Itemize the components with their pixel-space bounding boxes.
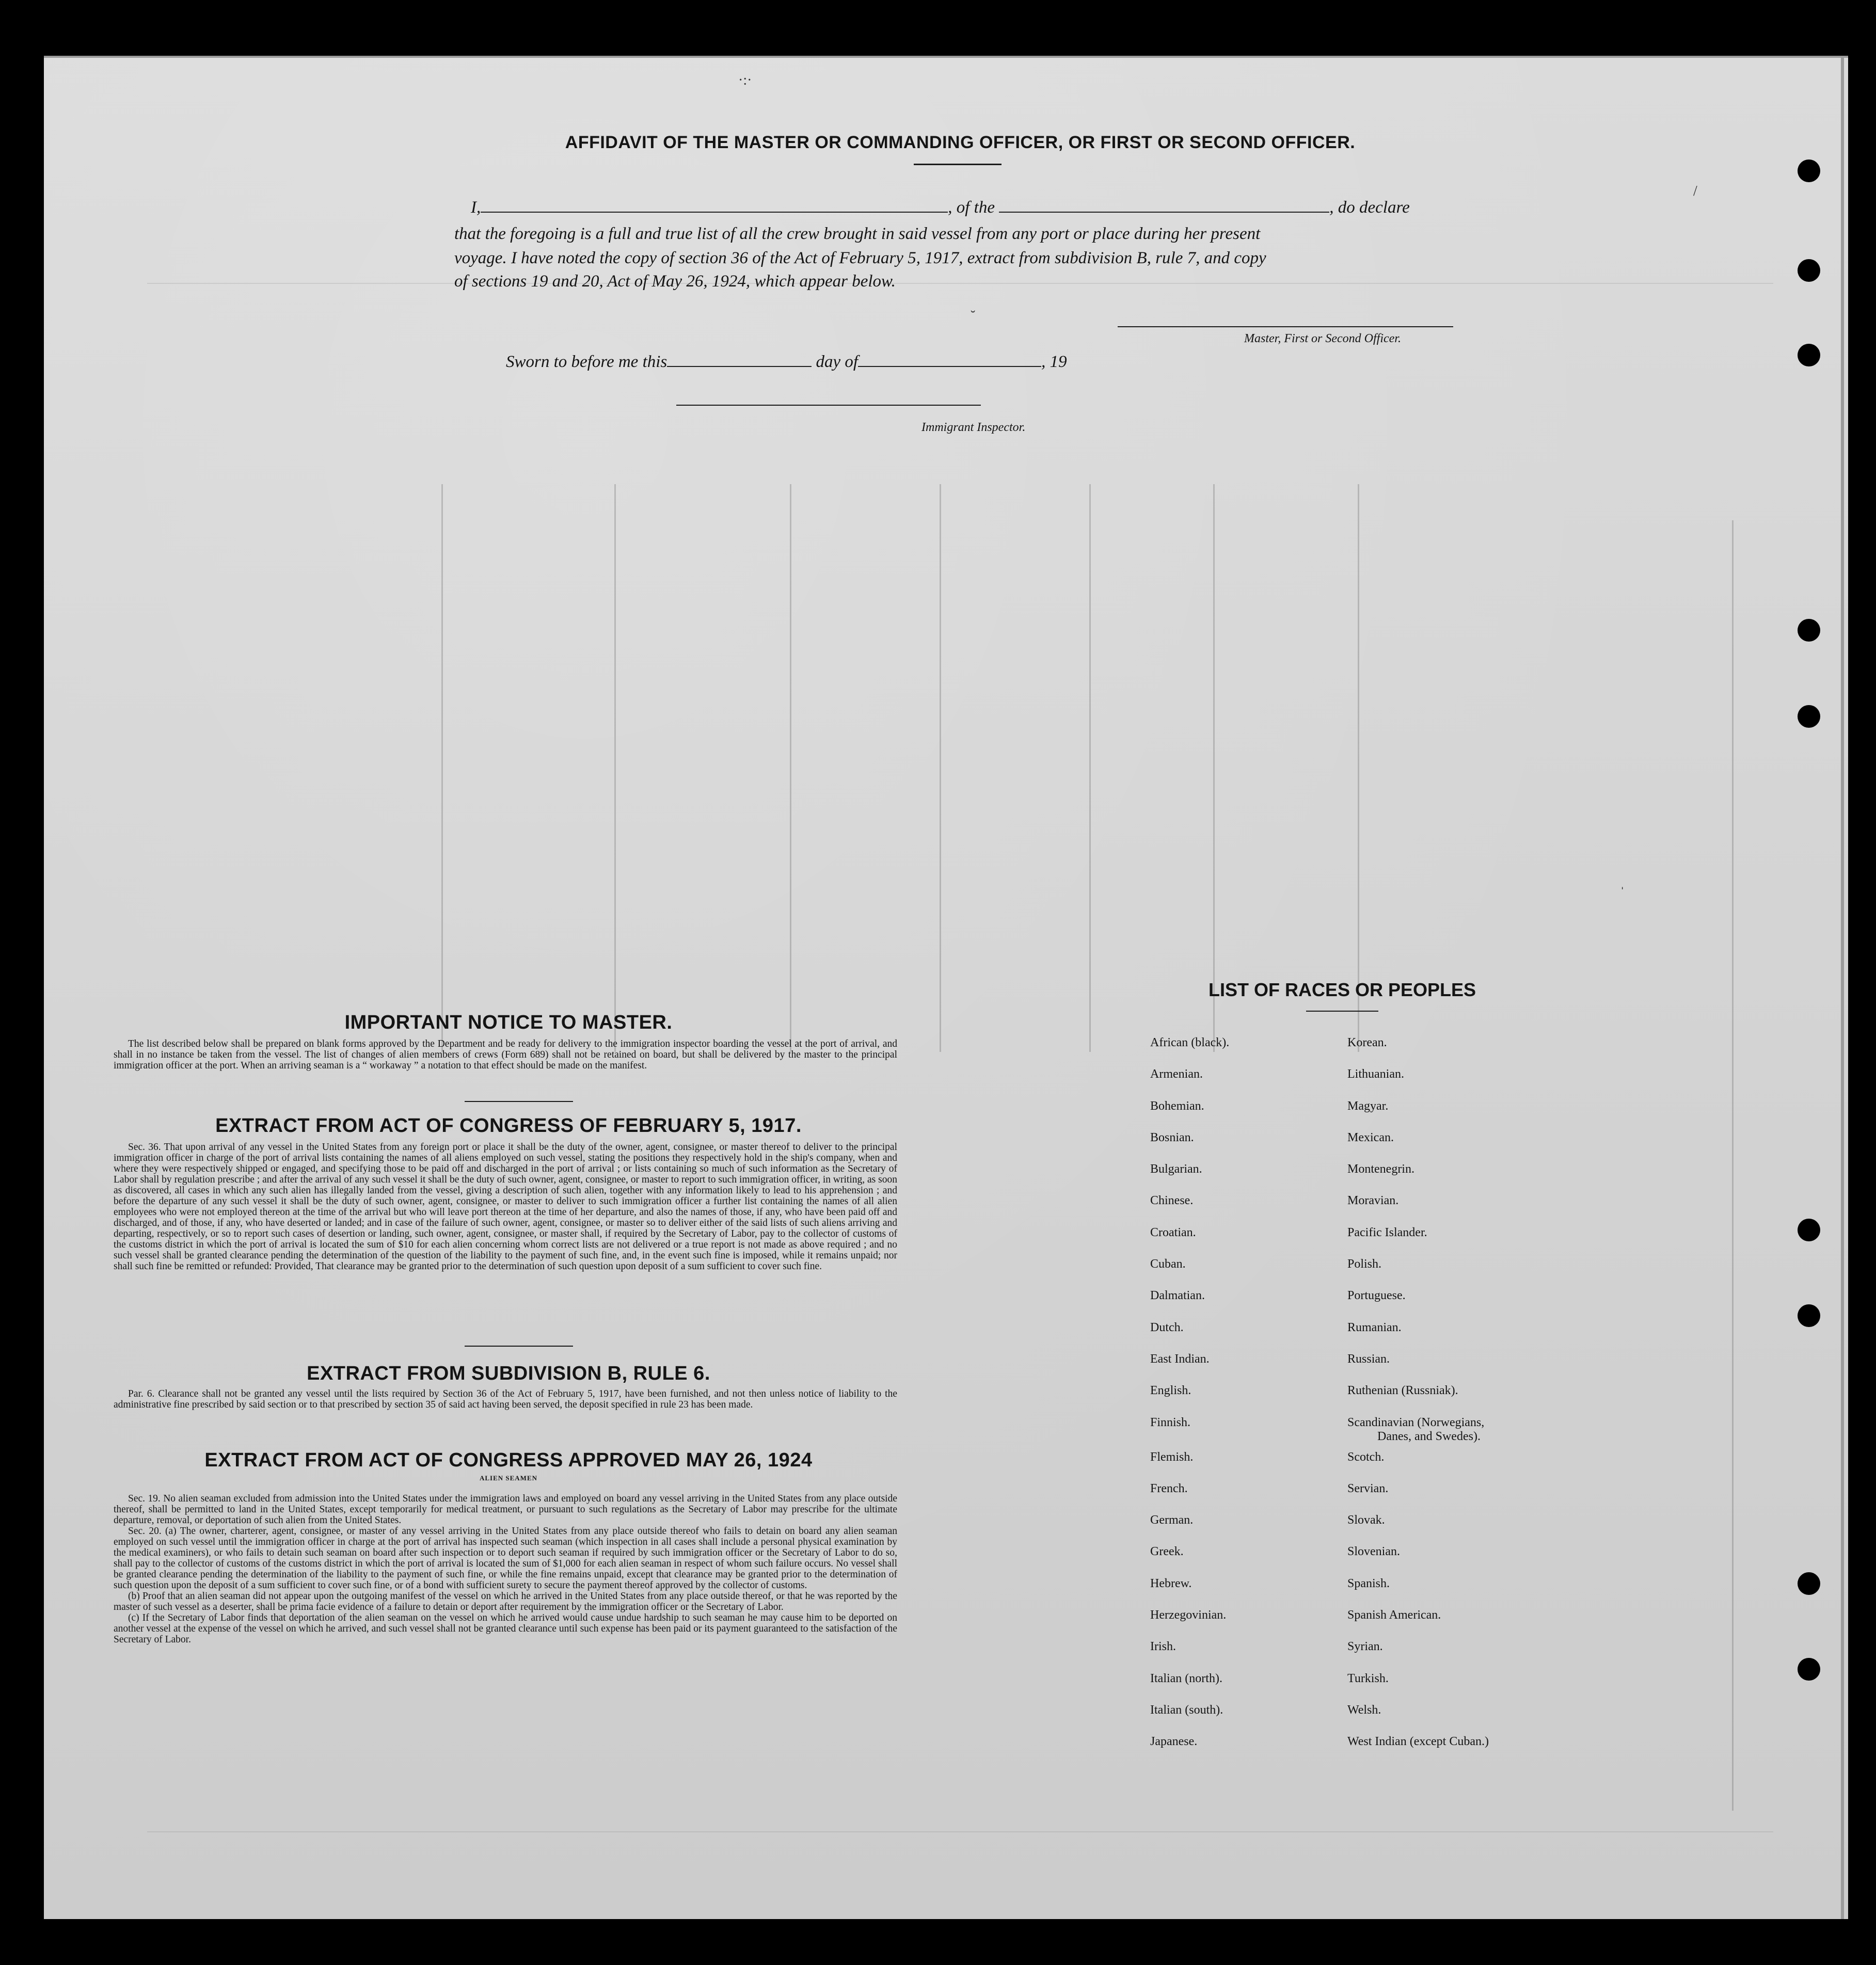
race-item: Chinese. xyxy=(1150,1194,1194,1208)
races-left-column xyxy=(1150,1036,1229,1767)
races-rule xyxy=(1306,1011,1378,1012)
extract-1917-text xyxy=(114,1142,897,1272)
race-item: Cuban. xyxy=(1150,1257,1186,1271)
section-20b-paragraph: (b) Proof that an alien seaman did not appear upon the outgoing manifest of the vessel on which he arrived in the United States from any place outside thereof, or that he was reported by the master of such vessel as a deserter, shall be prima facie evidence of a failure to detain or deport after requirement by the immigration officer or the Secretary of Labor. xyxy=(114,1591,897,1612)
race-item: Montenegrin. xyxy=(1347,1162,1414,1176)
race-item: Rumanian. xyxy=(1347,1320,1402,1334)
race-item: Portuguese. xyxy=(1347,1289,1406,1303)
declaration-line-1 xyxy=(471,198,1410,217)
race-item: Servian. xyxy=(1347,1481,1389,1495)
race-item: Armenian. xyxy=(1150,1067,1203,1081)
punch-hole xyxy=(1798,259,1820,282)
ink-speck: ˘ xyxy=(971,308,976,324)
bleed-line xyxy=(940,484,941,1052)
race-item: Herzegovinian. xyxy=(1150,1608,1227,1622)
day-blank[interactable] xyxy=(667,361,812,367)
race-item: Mexican. xyxy=(1347,1130,1394,1144)
notice-text xyxy=(114,1039,897,1071)
race-item: Slovak. xyxy=(1347,1513,1385,1527)
bleed-line xyxy=(147,283,1773,284)
extract-rule-text xyxy=(114,1388,897,1410)
bleed-line xyxy=(614,484,616,1052)
extract-rule-title: EXTRACT FROM SUBDIVISION B, RULE 6. xyxy=(307,1363,710,1384)
race-item: Hebrew. xyxy=(1150,1576,1192,1590)
punch-hole xyxy=(1798,1219,1820,1241)
master-label: Master, First or Second Officer. xyxy=(1244,332,1401,345)
race-item-multiline xyxy=(1347,1416,1489,1450)
rule-6-paragraph: Par. 6. Clearance shall not be granted any vessel until the lists required by Section 36 of the Act of February 5, 1917, have been furnished, and not then unless notice of liability to the administrative fine prescribed by said section or to that prescribed by section 35 of said act having been served, the deposit specified in rule 23 has been made. xyxy=(114,1388,897,1410)
section-20a-paragraph: Sec. 20. (a) The owner, charterer, agent, consignee, or master of any vessel arriving in the United States from any place outside thereof who fails to detain on board any alien seaman employed on such vessel until the immigration officer in charge at the port of arrival has inspected such seaman (which inspection in all cases shall include a personal physical examination by the medical examiners), or who fails to detain such seaman on board after such inspection or to deport such seaman if required by such immigration officer or the Secretary of Labor to do so, shall pay to the collector of customs of the customs district in which the port of arrival is located the sum of $1,000 for each alien seaman in respect of whom such failure occurs. No vessel shall be granted clearance pending the determination of the liability to the payment of such fine, or while the fine remains unpaid, except that clearance may be granted prior to the determination of such question upon the deposit of a sum sufficient to cover such fine, or of a bond with sufficient surety to secure the payment thereof approved by the collector of customs. xyxy=(114,1526,897,1591)
race-item: East Indian. xyxy=(1150,1352,1210,1366)
race-item: Ruthenian (Russniak). xyxy=(1347,1384,1458,1398)
section-20c-paragraph: (c) If the Secretary of Labor finds that deportation of the alien seaman on the vessel on which he arrived would cause undue hardship to such seaman he may cause him to be deported on another vessel at the expense of the vessel on which he arrived, and such vessel shall not be granted clearance until such expense has been paid or its payment guaranteed to the satisfaction of the Secretary of Labor. xyxy=(114,1612,897,1645)
extract-1917-title: EXTRACT FROM ACT OF CONGRESS OF FEBRUARY 5, 1917. xyxy=(215,1115,802,1137)
race-item: Turkish. xyxy=(1347,1671,1389,1685)
bleed-line xyxy=(441,484,443,1052)
ink-speck: ˌ xyxy=(1620,874,1625,890)
affidavit-title: AFFIDAVIT OF THE MASTER OR COMMANDING OFFICER, OR FIRST OR SECOND OFFICER. xyxy=(565,133,1356,152)
bleed-line xyxy=(1089,484,1091,1052)
punch-hole xyxy=(1798,705,1820,728)
race-item: Italian (south). xyxy=(1150,1703,1223,1717)
page-edge xyxy=(1841,56,1844,1919)
alien-seamen-subtitle: ALIEN SEAMEN xyxy=(479,1474,538,1482)
month-blank[interactable] xyxy=(858,361,1041,367)
bleed-line xyxy=(1213,484,1215,1052)
race-item: Japanese. xyxy=(1150,1735,1198,1749)
race-item: West Indian (except Cuban.) xyxy=(1347,1735,1489,1749)
notice-title: IMPORTANT NOTICE TO MASTER. xyxy=(344,1012,673,1033)
race-item: Pacific Islander. xyxy=(1347,1225,1427,1239)
inspector-label: Immigrant Inspector. xyxy=(921,421,1026,434)
section-19-paragraph: Sec. 19. No alien seaman excluded from admission into the United States under the immigration laws and employed on board any vessel arriving in the United States from any place outside thereof, shall be permitted to land in the United States, except temporarily for medical treatment, or pursuant to such regulations as the Secretary of Labor may prescribe for the ultimate departure, removal, or deportation of such alien from the United States. xyxy=(114,1493,897,1526)
race-item: Syrian. xyxy=(1347,1640,1383,1654)
bleed-line xyxy=(790,484,791,1052)
race-item: English. xyxy=(1150,1384,1191,1398)
punch-hole xyxy=(1798,1304,1820,1327)
race-item: Croatian. xyxy=(1150,1225,1196,1239)
vessel-blank[interactable] xyxy=(999,206,1329,213)
race-item: Flemish. xyxy=(1150,1450,1194,1464)
punch-hole xyxy=(1798,159,1820,182)
race-item: Magyar. xyxy=(1347,1099,1389,1113)
section-36-paragraph: Sec. 36. That upon arrival of any vessel in the United States from any foreign port or place it shall be the duty of the owner, agent, consignee, or master thereof to deliver to the principal immigration officer in charge of the port of arrival lists containing the names of all aliens employed on such vessel, stating the positions they respectively hold in the ship's company, when and where they were respectively shipped or engaged, and specifying those to be paid off and discharged in the port of arrival ; or lists containing so much of such information as the Secretary of Labor shall by regulation prescribe ; and after the arrival of any such vessel it shall be the duty of such owner, agent, consignee, or master to report to such immigration officer, in writing, as soon as discovered, all cases in which any such alien has illegally landed from the vessel, giving a description of such alien, together with any information likely to lead to his apprehension ; and before the departure of any such vessel it shall be the duty of such owner, agent, consignee, or master to deliver to such immigration officer a further list containing the names of all alien employees who were not employed thereon at the time of the arrival but who will leave port thereon at the time of her departure, and also the names of those, if any, who have been paid off and discharged, and of those, if any, who have deserted or landed; and in case of the failure of such owner, agent, consignee, or master so to deliver either of the said lists of such aliens arriving and departing, respectively, or so to report such cases of desertion or landing, such owner, agent, consignee, or master shall, if required by the Secretary of Labor, pay to the collector of customs of the customs district in which the port of arrival is located the sum of $10 for each alien concerning whom correct lists are not delivered or a true report is not made as above required ; and no such vessel shall be granted clearance pending the determination of the question of the liability to the payment of such fine, and, in the event such fine is imposed, while it remains unpaid; nor shall such fine be remitted or refunded: Provided, That clearance may be granted prior to the determination of such question upon deposit of a sum sufficient to cover such fine. xyxy=(114,1142,897,1272)
punch-hole xyxy=(1798,1572,1820,1595)
race-item: Welsh. xyxy=(1347,1703,1381,1717)
race-item: Bulgarian. xyxy=(1150,1162,1202,1176)
race-item: Bohemian. xyxy=(1150,1099,1204,1113)
bleed-line xyxy=(1358,484,1359,1052)
sworn-line xyxy=(506,353,1067,372)
race-item: Finnish. xyxy=(1150,1415,1191,1429)
race-item: Scandinavian (Norwegians, xyxy=(1347,1415,1485,1429)
signature-line-master[interactable] xyxy=(1118,326,1453,327)
name-blank[interactable] xyxy=(481,206,948,213)
title-rule xyxy=(914,164,1001,165)
declare-label: , do declare xyxy=(1329,198,1410,217)
race-item: Dutch. xyxy=(1150,1320,1184,1334)
race-item: Spanish. xyxy=(1347,1576,1390,1590)
race-item: Polish. xyxy=(1347,1257,1382,1271)
punch-hole xyxy=(1798,619,1820,642)
race-item: African (black). xyxy=(1150,1036,1230,1049)
race-item-continuation: Danes, and Swedes). xyxy=(1377,1429,1481,1443)
race-item: German. xyxy=(1150,1513,1194,1527)
race-item: Spanish American. xyxy=(1347,1608,1441,1622)
race-item: Korean. xyxy=(1347,1036,1387,1049)
race-item: French. xyxy=(1150,1481,1188,1495)
race-item: Italian (north). xyxy=(1150,1671,1222,1685)
races-right-column xyxy=(1347,1036,1489,1767)
punch-hole xyxy=(1798,1658,1820,1681)
day-of-label: day of xyxy=(816,353,858,371)
race-item: Russian. xyxy=(1347,1352,1390,1366)
race-item: Irish. xyxy=(1150,1640,1176,1654)
of-the-label: , of the xyxy=(948,198,995,217)
race-item: Dalmatian. xyxy=(1150,1289,1205,1303)
race-item: Lithuanian. xyxy=(1347,1067,1404,1081)
section-rule xyxy=(465,1101,573,1102)
extract-1924-text xyxy=(114,1493,897,1645)
race-item: Bosnian. xyxy=(1150,1130,1194,1144)
declaration-line-2: that the foregoing is a full and true list of all the crew brought in said vessel from any port or place during her present xyxy=(454,225,1261,243)
ink-speck: ·:· xyxy=(738,72,752,88)
ink-speck: / xyxy=(1693,183,1697,199)
declaration-line-4: of sections 19 and 20, Act of May 26, 1924, which appear below. xyxy=(454,272,896,291)
year-label: , 19 xyxy=(1041,353,1067,371)
section-rule xyxy=(465,1346,573,1347)
i-label: I, xyxy=(471,198,481,217)
race-item: Greek. xyxy=(1150,1545,1184,1559)
punch-hole xyxy=(1798,344,1820,366)
bleed-line xyxy=(1732,520,1734,1811)
races-title: LIST OF RACES OR PEOPLES xyxy=(1208,979,1476,1000)
page-edge xyxy=(44,56,1848,58)
race-item: Moravian. xyxy=(1347,1194,1399,1208)
extract-1924-title: EXTRACT FROM ACT OF CONGRESS APPROVED MAY 26, 1924 xyxy=(204,1449,813,1471)
sworn-label: Sworn to before me this xyxy=(506,353,667,371)
declaration-line-3: voyage. I have noted the copy of section 36 of the Act of February 5, 1917, extract from subdivision B, rule 7, and copy xyxy=(454,249,1266,267)
signature-line-inspector[interactable] xyxy=(676,405,981,406)
race-item: Scotch. xyxy=(1347,1450,1385,1464)
notice-paragraph: The list described below shall be prepared on blank forms approved by the Department and be ready for delivery to the immigration inspector boarding the vessel at the port of arrival, and shall in no instance be taken from the vessel. The list of changes of alien members of crews (Form 689) shall not be retained on board, but shall be delivered by the master to the principal immigration officer at the port. When an arriving seaman is a “ workaway ” a notation to that effect should be made on the manifest. xyxy=(114,1039,897,1071)
race-item: Slovenian. xyxy=(1347,1545,1400,1559)
bleed-line xyxy=(147,1831,1773,1832)
